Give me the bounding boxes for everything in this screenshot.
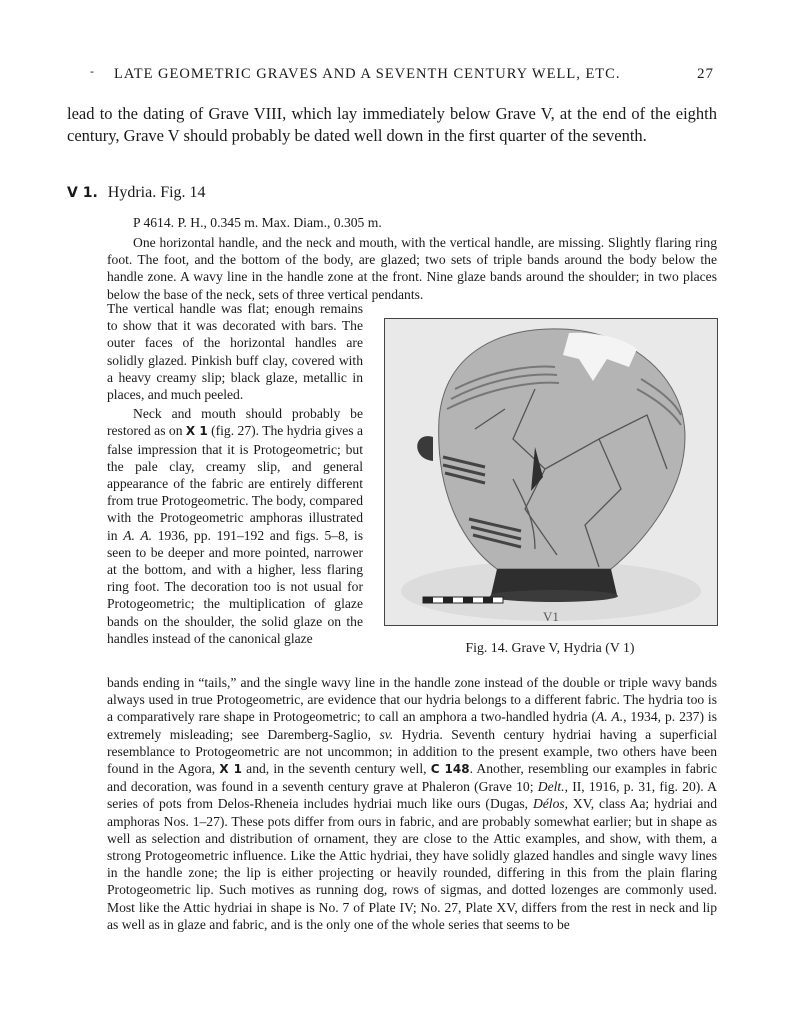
figure-hydria-photo — [384, 318, 718, 626]
description-paragraph: One horizontal handle, and the neck and mouth, with the vertical handle, are missing. Slightly flaring ring foot. The foot, and the bottom of the body, are glazed; two sets of triple bands around the body below the handle zone. A wavy line in the handle zone at the front. Nine glaze bands around the shoulder; in two places below the base of the neck, sets of three vertical pendants. — [107, 235, 717, 302]
entry-heading — [67, 184, 206, 202]
catalog-reference: C 148 — [430, 762, 470, 777]
journal-abbrev: A. A. — [123, 527, 153, 543]
running-header — [88, 66, 714, 83]
journal-abbrev: Delt. — [537, 779, 565, 795]
running-title: LATE GEOMETRIC GRAVES AND A SEVENTH CENTURY WELL, ETC. — [114, 66, 621, 82]
publication-title: Délos — [532, 796, 565, 812]
lead-paragraph: lead to the dating of Grave VIII, which lay immediately below Grave V, at the end of the eighth century, Grave V should probably be dated well down in the first quarter of the seventh. — [67, 104, 717, 145]
catalog-reference: X 1 — [219, 762, 242, 777]
figure-label: V1 — [543, 609, 559, 624]
hydria-photo-illustration — [385, 319, 717, 625]
column-paragraph-1: The vertical handle was flat; enough remains to show that it was decorated with bars. The outer faces of the horizontal handles are solidly glazed. Pinkish buff clay, covered with a heavy creamy slip; black glaze, metallic in places, and much peeled. — [107, 301, 363, 403]
column-paragraph-2: Neck and mouth should probably be restored as on X 1 (fig. 27). The hydria gives a false impression that it is Protogeometric; but the pale clay, creamy slip, and general appearance of the fabric are entirely different from true Protogeometric. The body, compared with the Protogeometric amphoras illustrated in A. A. 1936, pp. 191–192 and figs. 5–8, is seen to be deeper and more pointed, narrower at the bottom, and with a higher, less flaring ring foot. The decoration too is not usual for Protogeometric; the multiplication of glaze bands on the shoulder, the solid glaze on the handles instead of the canonical glaze — [107, 406, 364, 646]
continuation-paragraph: bands ending in “tails,” and the single wavy line in the handle zone instead of the double or triple wavy bands always used in true Protogeometric, are evidence that our hydria belongs to a different fabric. The hydria too is a comparatively rare shape in Protogeometric; to call an amphora a two-handled hydria (A. A., 1934, p. 237) is extremely misleading; see Daremberg-Saglio, sv. Hydria. Seventh century hydriai having a superficial resemblance to Protogeometric are not uncommon; in addition to the present example, two others have been found in the Agora, X 1 and, in the seventh century well, C 148. Another, resembling our examples in fabric and decoration, was found in a seventh century grave at Phaleron (Grave 10; Delt., II, 1916, p. 31, fig. 20). A series of pots from Delos-Rheneia includes hydriai much like ours (Dugas, Délos, XV, class Aa; hydriai and amphoras Nos. 1–27). These pots differ from ours in fabric, and are probably somewhat earlier; but in shape as well as selection and distribution of ornament, they are close to the Attic examples, and show, with them, a strong Protogeometric influence. Like the Attic hydriai, they have solidly glazed handles and single wavy lines in the handle zone; the lip is either projecting or heavily rounded, differing in this from the plain flaring Protogeometric lip. Such motives as running dog, rows of sigmas, and dotted lozenges are commonly used. Most like the Attic hydriai in shape is No. 7 of Plate IV; No. 27, Plate XV, differs from the rest in neck and lip as well as in glaze and fabric, and is the only one of the whole series that seems to be — [107, 675, 718, 932]
sv-abbrev: sv. — [379, 726, 394, 742]
figure-caption: Fig. 14. Grave V, Hydria (V 1) — [465, 640, 635, 655]
journal-abbrev: A. A. — [596, 709, 624, 725]
header-dash: - — [90, 64, 95, 78]
entry-title: Hydria. Fig. 14 — [107, 184, 206, 201]
inventory-line: P 4614. P. H., 0.345 m. Max. Diam., 0.305 m. — [133, 215, 382, 230]
left-column-text — [107, 300, 363, 647]
page-number: 27 — [697, 66, 714, 82]
catalog-reference: X 1 — [185, 424, 208, 439]
catalog-number: V 1. — [67, 185, 98, 201]
